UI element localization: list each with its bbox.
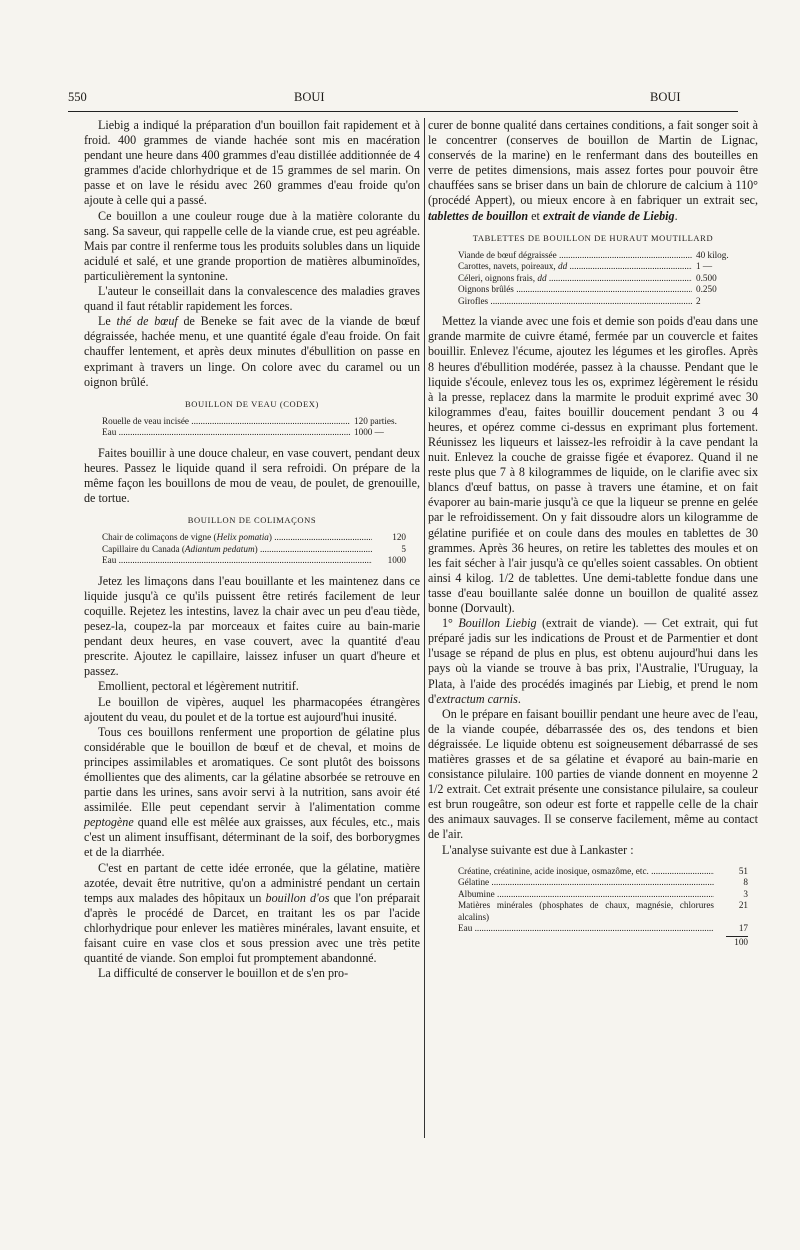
page-number: 550 [68, 90, 87, 104]
table-title: BOUILLON DE COLIMAÇONS [187, 515, 317, 526]
paragraph: 1° Bouillon Liebig (extrait de viande). — Cet extrait, qui fut préparé jadis sur les indications de Proust et de Parmentier et dont l'usage se répand de plus en plus, est obtenu aujourd'hui dans les pays où la viande se trouve à bas prix, l'Australie, l'Uruguay, la Plata, à l'aide des procédés imaginés par Liebig, et prend le nom d'extractum carnis. [428, 616, 758, 706]
paragraph: curer de bonne qualité dans certaines conditions, a fait songer soit à le concentrer (conserves de bouillon de Martin de Lignac, conservés de la marine) en le renfermant dans des bouteilles en verre de petites dimensions, mais assez fortes pour pouvoir être chauffées sans se briser dans un bain de chlorure de calcium à 110° (procédé Appert), ou mieux encore à en fabriquer un extrait sec, tablettes de bouillon et extrait de viande de Liebig. [428, 118, 758, 223]
table-row: Céleri, oignons frais, dd ..... 0.500 [458, 273, 748, 285]
table-row: Eau ..... 1000 [102, 555, 406, 567]
table-row: Rouelle de veau incisée ..... 120 parties. [102, 416, 406, 428]
paragraph: C'est en partant de cette idée erronée, que la gélatine, matière azotée, devait être nutritive, qu'on a administré pendant un certain temps aux malades des hôpitaux un bouillon d'os que l'on préparait d'après le procédé de Darcet, en traitant les os par l'acide chlorhydrique pour enlever les matières minérales, lavant ensuite, et faisant cuire en vase clos et sous pression avec une très petite quantité de viande. Son emploi fut promptement abandonné. [84, 860, 420, 966]
running-title-right: BOUI [650, 90, 681, 104]
paragraph: Le thé de bœuf de Beneke se fait avec de la viande de bœuf dégraissée, hachée menu, et une quantité égale d'eau froide. On fait chauffer lentement, et après deux minutes d'ébullition on passe en exprimant à travers un linge. On colore avec du caramel ou un oignon brûlé. [84, 314, 420, 389]
table-title: BOUILLON DE VEAU (CODEX) [185, 398, 319, 409]
table-row: Chair de colimaçons de vigne (Helix pomatia) ..... 120 [102, 532, 406, 544]
header-rule [68, 111, 738, 112]
table-row: Albumine ..... 3 [458, 889, 748, 901]
running-title-left: BOUI [294, 90, 325, 104]
paragraph: Liebig a indiqué la préparation d'un bouillon fait rapidement et à froid. 400 grammes de viande hachée sont mis en macération pendant une heure dans 400 grammes d'eau distillée additionnée de 4 grammes d'acide chlorhydrique et de 15 grammes de sel marin. On passe et on lave le résidu avec 260 grammes d'eau froide qu'on ajoute à celle qui a passé. [84, 118, 420, 208]
table-row: Viande de bœuf dégraissée ..... 40 kilog. [458, 250, 748, 262]
recipe-table [84, 532, 420, 567]
paragraph: On le prépare en faisant bouillir pendant une heure avec de l'eau, de la viande coupée, débarrassée des os, des tendons et bien dégraissée. Le liquide obtenu est soigneusement débarrassé de ses matières grasses et de sa gélatine et évaporé au bain-marie en consistance pilulaire. 100 parties de viande donnent en moyenne 2 1/2 extrait. Cet extrait présente une consistance pilulaire, sa couleur est brun rougeâtre, son odeur est forte et rappelle celle de la chair des animaux sauvages. Il se conserve facilement, même au contact de l'air. [428, 706, 758, 842]
table-row: Gélatine ..... 8 [458, 877, 748, 889]
table-row: Oignons brûlés ..... 0.250 [458, 284, 748, 296]
table-row: Créatine, créatinine, acide inosique, osmazôme, etc. ..... 51 [458, 866, 748, 878]
running-header [68, 90, 738, 110]
right-column [428, 118, 758, 955]
recipe-table [428, 250, 758, 308]
column-divider [424, 118, 425, 1138]
analysis-table [428, 866, 758, 949]
table-row: Eau ..... 1000 — [102, 427, 406, 439]
table-total: 100 [726, 936, 748, 949]
paragraph: Emollient, pectoral et légèrement nutritif. [98, 679, 299, 694]
paragraph: Ce bouillon a une couleur rouge due à la matière colorante du sang. Sa saveur, qui rappelle celle de la viande crue, est peu agréable. Mais par contre il renferme tous les produits solubles dans un liquide acidulé et salé, et une grande proportion de matières albuminoïdes, particulièrement la syntonine. [84, 208, 420, 283]
paragraph: L'analyse suivante est due à Lankaster : [442, 842, 634, 857]
paragraph: Faites bouillir à une douce chaleur, en vase couvert, pendant deux heures. Passez le liquide quand il sera refroidi. On prépare de la même façon les bouillons de mou de veau, de poulet, de grenouille, de tortue. [84, 445, 420, 506]
table-row: Matières minérales (phosphates de chaux, magnésie, chlorures alcalins) 21 [458, 900, 748, 922]
paragraph: Le bouillon de vipères, auquel les pharmacopées étrangères ajoutent du veau, du poulet et de la tortue est aujourd'hui inusité. [84, 694, 420, 724]
left-column [84, 118, 420, 981]
recipe-table [84, 416, 420, 439]
paragraph: L'auteur le conseillait dans la convalescence des maladies graves quand il faut rétablir rapidement les forces. [84, 284, 420, 314]
paragraph: Jetez les limaçons dans l'eau bouillante et les maintenez dans ce liquide jusqu'à ce qu'ils puissent être retirés facilement de leur coquille. Rejetez les intestins, lavez la chair avec un peu d'eau tiède, pesez-la, coupez-la par morceaux et faites cuire au bain-marie pendant deux heures, en vase couvert, avec la quantité d'eau prescrite. Ajoutez le capillaire, laissez infuser un quart d'heure et passez. [84, 573, 420, 679]
paragraph: La difficulté de conserver le bouillon et de s'en pro- [98, 966, 349, 981]
table-title: TABLETTES DE BOUILLON DE HURAUT MOUTILLARD [472, 232, 714, 243]
table-row: Carottes, navets, poireaux, dd ..... 1 — [458, 261, 748, 273]
table-row: Eau ..... 17 [458, 923, 748, 935]
table-row: Capillaire du Canada (Adiantum pedatum) ..... 5 [102, 544, 406, 556]
paragraph: Mettez la viande avec une fois et demie son poids d'eau dans une grande marmite de cuivre étamé, fermée par un couvercle et faites bouillir. Enlevez l'écume, ajoutez les légumes et les girofles. Après 8 heures d'ébullition modérée, passez à la chausse. Pendant que le liquide s'écoule, enlevez tous les os, exprimez légèrement le résidu à la presse, replacez dans la marmite le produit exprimé avec 30 kilogrammes d'eau, faites bouillir doucement pendant 3 ou 4 heures, et opérez comme ci-dessus en exprimant plus fortement. Réunissez les liqueurs et laissez-les refroidir à la cave pendant la nuit. Enlevez la couche de graisse figée et évaporez. Quand il ne reste plus que 7 à 8 kilogrammes de liquide, on le clarifie avec six blancs d'œuf battus, on passe à travers une étamine, et on fait évaporer au bain-marie jusqu'à ce que la liqueur se prenne en gelée par le refroidissement. On y fait dissoudre alors un kilogramme de gélatine purifiée et on coule dans des moules en tablettes de 30 grammes. Après 36 heures, on retire les tablettes des moules et on les fait sécher à l'air jusqu'à ce qu'elles soient cassables. On obtient ainsi 4 kilog. 1/2 de tablettes. Une demi-tablette fondue dans une tasse d'eau bouillante salée donne un bouillon de qualité assez bonne (Dorvault). [428, 314, 758, 616]
table-row: Girofles ..... 2 [458, 296, 748, 308]
paragraph: Tous ces bouillons renferment une proportion de gélatine plus considérable que le bouillon de bœuf et de cheval, et moins de principes assimilables et aromatiques. Ce sont plutôt des boissons émollientes que des aliments, car la gélatine absorbée se retrouve en partie dans les urines, sans avoir servi à la nutrition, sans avoir été assimilée. Elle peut cependant servir à l'alimentation comme peptogène quand elle est mêlée aux graisses, aux fécules, etc., mais c'est un aliment insuffisant, déterminant de la soif, des borborygmes et de la diarrhée. [84, 724, 420, 860]
